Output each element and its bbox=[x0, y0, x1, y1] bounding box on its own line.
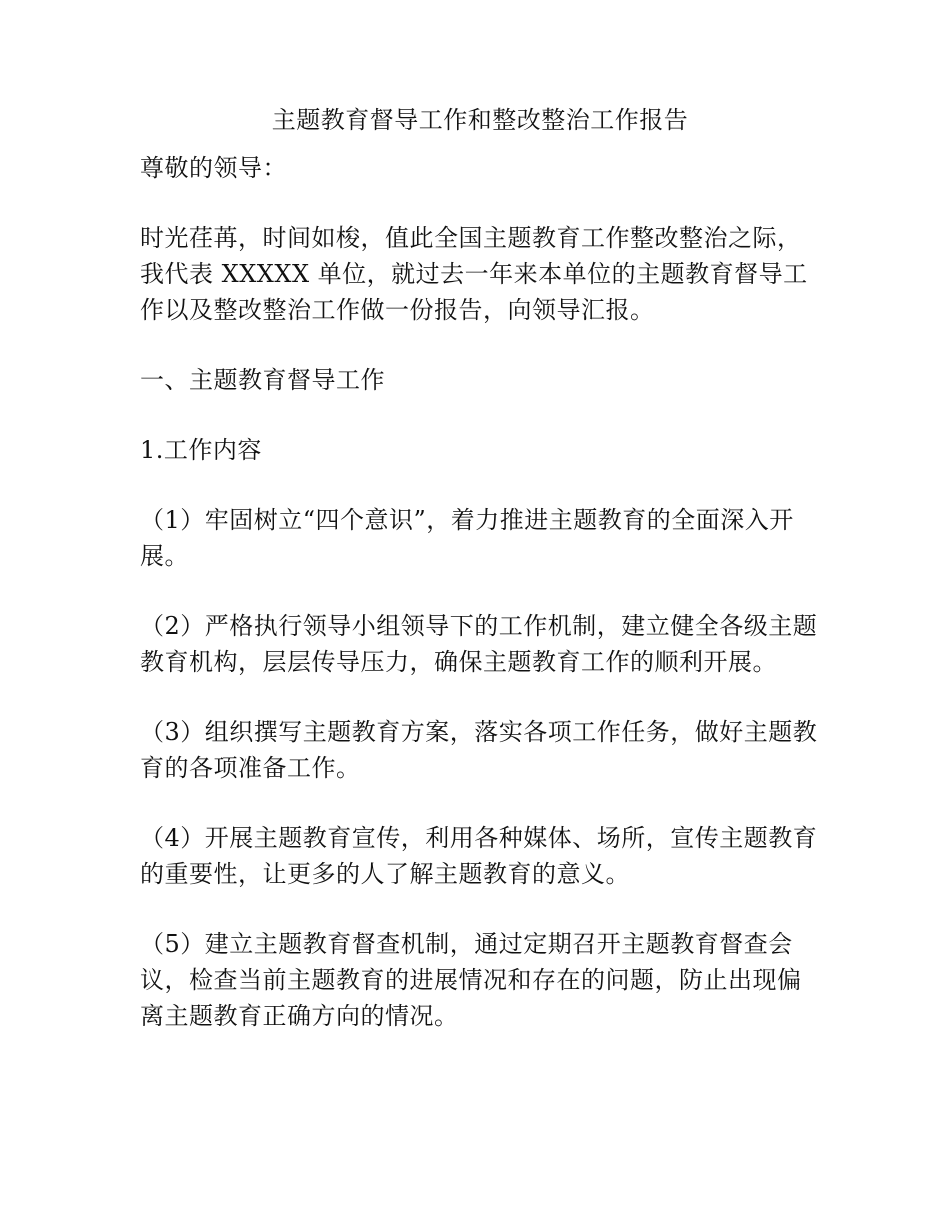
intro-paragraph: 时光荏苒，时间如梭，值此全国主题教育工作整改整治之际，我代表 XXXXX 单位，就过去一年来本单位的主题教育督导工作以及整改整治工作做一份报告，向领导汇报。 bbox=[140, 224, 808, 324]
salutation: 尊敬的领导： bbox=[140, 154, 287, 182]
document-title: 主题教育督导工作和整改整治工作报告 bbox=[271, 106, 689, 134]
section-heading: 一、主题教育督导工作 bbox=[140, 366, 385, 394]
list-item: （3）组织撰写主题教育方案，落实各项工作任务，做好主题教育的各项准备工作。 bbox=[140, 718, 818, 782]
subsection-heading: 1.工作内容 bbox=[140, 436, 262, 464]
list-item: （1）牢固树立“四个意识”，着力推进主题教育的全面深入开展。 bbox=[140, 506, 794, 570]
document-page bbox=[140, 100, 820, 1068]
list-item: （2）严格执行领导小组领导下的工作机制，建立健全各级主题教育机构，层层传导压力，确保主题教育工作的顺利开展。 bbox=[140, 612, 818, 676]
list-item: （5）建立主题教育督查机制，通过定期召开主题教育督查会议，检查当前主题教育的进展情况和存在的问题，防止出现偏离主题教育正确方向的情况。 bbox=[140, 930, 802, 1030]
list-item: （4）开展主题教育宣传，利用各种媒体、场所，宣传主题教育的重要性，让更多的人了解主题教育的意义。 bbox=[140, 824, 818, 888]
